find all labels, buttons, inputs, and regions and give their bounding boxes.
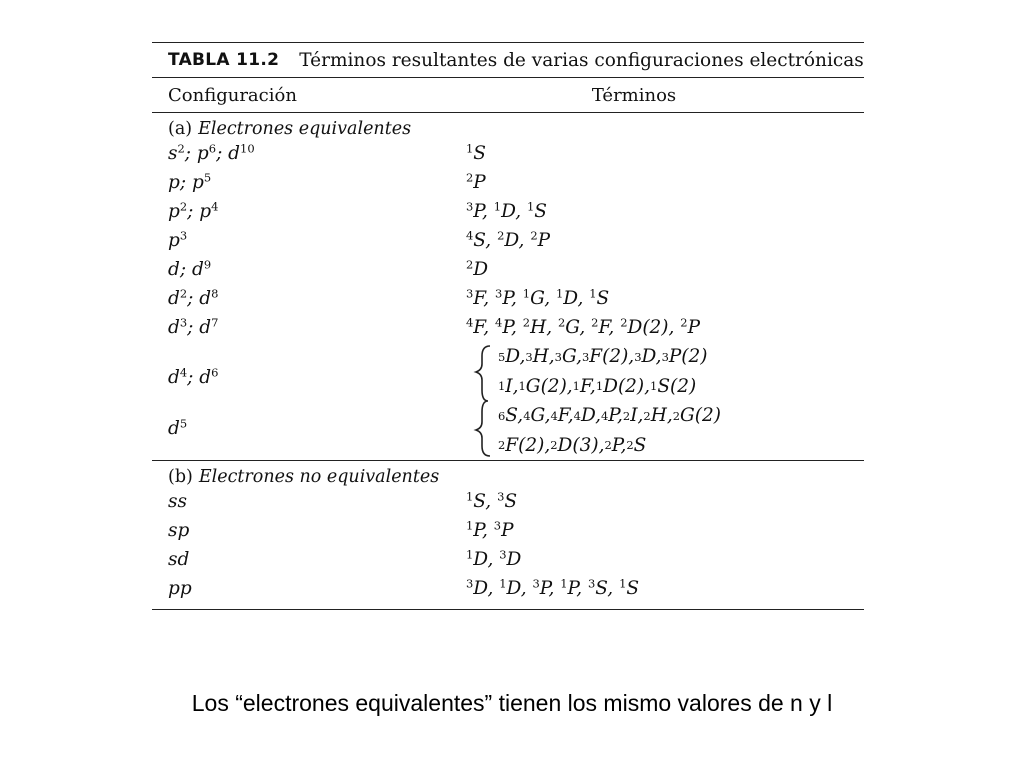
group-term-lines	[498, 342, 864, 460]
config-cell: d; $d^9$	[168, 257, 212, 280]
terms-cell: $^1$P, $^3$P	[466, 518, 514, 541]
footer-note: Los “electrones equivalentes” tienen los mismo valores de n y l	[191, 690, 833, 716]
brace	[466, 342, 498, 460]
config-cell: ss	[168, 491, 187, 512]
terms-cell: $^3$P, $^1$D, $^1$S	[466, 199, 547, 222]
group-term-line: 5 D, 3 H, 3 G, 3 F(2), 3 D, 3 P(2)	[498, 346, 708, 368]
col-config-header: Configuración	[168, 84, 297, 106]
table-number: TABLA 11.2	[168, 50, 280, 70]
table-title: Términos resultantes de varias configuraciones electrónicas	[299, 49, 864, 71]
group-term-line: 1 I, 1 G(2), 1 F, 1 D(2), 1 S(2)	[498, 375, 697, 397]
config-cell: $d^3$; $d^7$	[168, 315, 219, 338]
config-cell: $s^2$; $p^6$; $d^{10}$	[168, 141, 255, 164]
terms-cell: $^4$F, $^4$P, $^2$H, $^2$G, $^2$F, $^2$D(2), $^2$P	[466, 315, 701, 338]
section-b-title	[152, 461, 864, 487]
terms-cell: $^1$D, $^3$D	[466, 547, 522, 570]
terms-cell: $^1$S	[466, 141, 486, 164]
terms-cell: $^3$F, $^3$P, $^1$G, $^1$D, $^1$S	[466, 286, 610, 309]
terms-cell: $^2$P	[466, 170, 486, 193]
group-config-d4: $d^4$; $d^6$	[168, 365, 219, 388]
bottom-rule	[152, 609, 864, 610]
header-row	[152, 78, 864, 112]
table-row	[152, 255, 864, 284]
group-configs	[152, 342, 466, 460]
table-row	[152, 313, 864, 342]
d4-d5-group	[152, 342, 864, 460]
terms-cell: $^3$D, $^1$D, $^3$P, $^1$P, $^3$S, $^1$S	[466, 576, 640, 599]
section-a-rows	[152, 139, 864, 342]
config-cell: p; $p^5$	[168, 170, 212, 193]
table-row	[152, 168, 864, 197]
table-row	[152, 139, 864, 168]
section-a-letter: (a)	[168, 119, 193, 139]
section-b-label: Electrones no equivalentes	[198, 467, 440, 487]
table-row	[152, 226, 864, 255]
section-b-rows	[152, 487, 864, 603]
config-cell: sp	[168, 520, 190, 541]
term-table	[152, 42, 864, 610]
section-b-letter: (b)	[168, 467, 193, 487]
table-row	[152, 516, 864, 545]
section-a-title	[152, 113, 864, 139]
config-cell: $p^3$	[168, 228, 188, 251]
config-cell: $p^2$; $p^4$	[168, 199, 219, 222]
table-row	[152, 545, 864, 574]
config-cell: sd	[168, 549, 190, 570]
col-terms-header: Términos	[591, 84, 677, 106]
terms-cell: $^2$D	[466, 257, 489, 280]
table-row	[152, 487, 864, 516]
brace-glyph	[466, 342, 498, 460]
table-caption	[152, 43, 864, 77]
group-config-d5: $d^5$	[168, 416, 188, 439]
table-row	[152, 197, 864, 226]
config-cell: $d^2$; $d^8$	[168, 286, 219, 309]
terms-cell: $^4$S, $^2$D, $^2$P	[466, 228, 551, 251]
group-term-line: 6 S, 4 G, 4 F, 4 D, 4 P, 2 I, 2 H, 2 G(2)	[498, 405, 721, 427]
group-term-line: 2 F(2), 2 D(3), 2 P, 2 S	[498, 434, 647, 456]
table-row	[152, 574, 864, 603]
table-row	[152, 284, 864, 313]
terms-cell: $^1$S, $^3$S	[466, 489, 518, 512]
config-cell: pp	[168, 578, 192, 599]
section-a-label: Electrones equivalentes	[198, 119, 412, 139]
